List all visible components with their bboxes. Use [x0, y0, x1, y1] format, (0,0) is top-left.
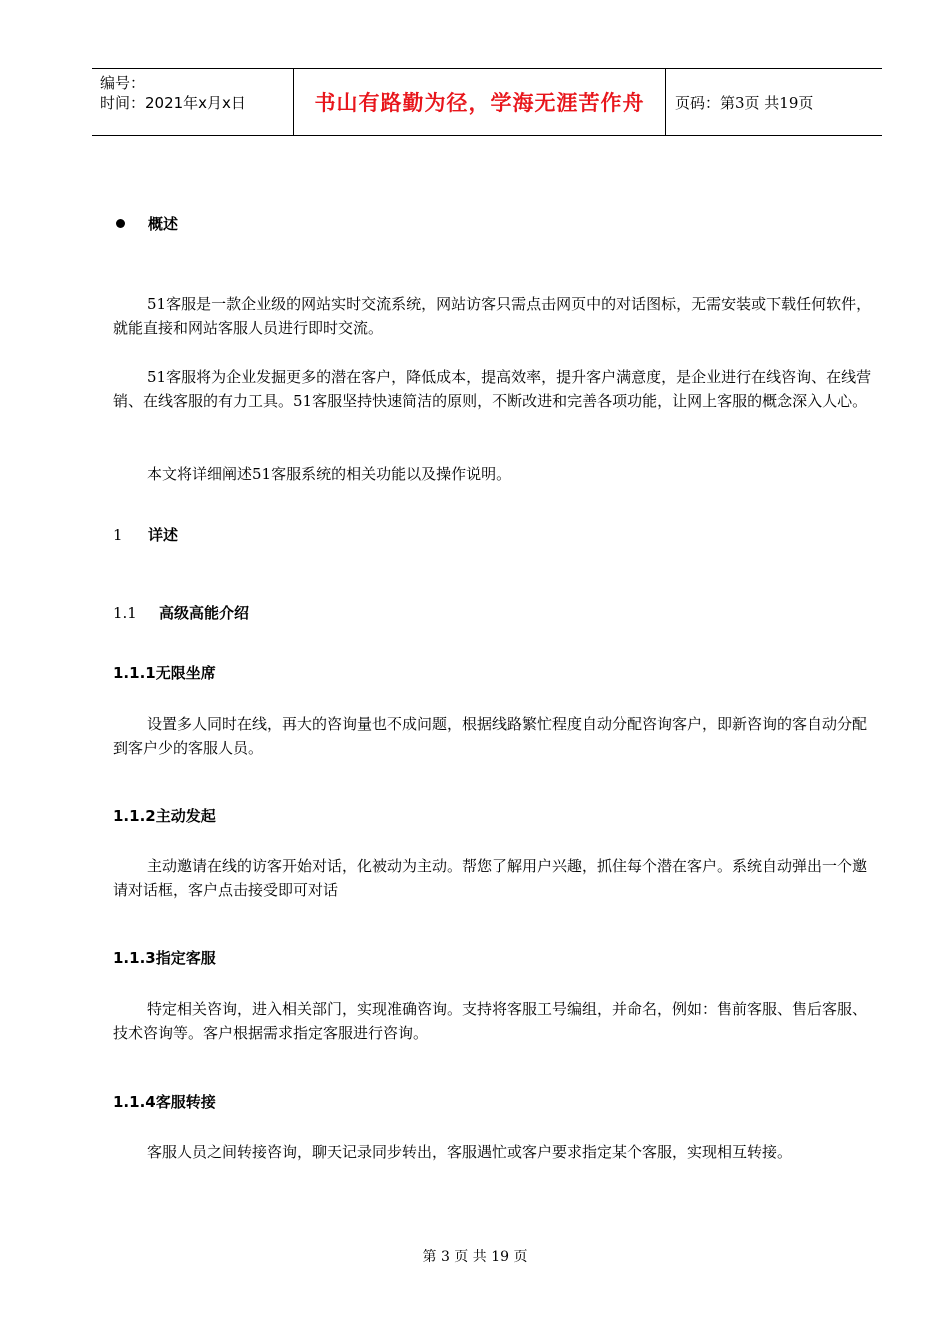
- bullet-icon: [116, 219, 125, 228]
- overview-heading: 概述: [148, 215, 179, 233]
- header-page-cell: [666, 69, 882, 135]
- item-2-text: 主动邀请在线的访客开始对话，化被动为主动。帮您了解用户兴趣，抓住每个潜在客户。系统自动弹出一个邀请对话框，客户点击接受即可对话: [113, 857, 868, 899]
- item-3-text: 特定相关咨询，进入相关部门，实现准确咨询。支持将客服工号编组，并命名，例如：售前客服、售后客服、技术咨询等。客户根据需求指定客服进行咨询。: [113, 1000, 868, 1042]
- section-1-1-number: 1.1: [113, 604, 137, 622]
- page-footer: 第 3 页 共 19 页: [422, 1249, 528, 1265]
- time-label: 时间：2021年x月x日: [100, 94, 246, 112]
- section-1-title: 详述: [148, 526, 179, 544]
- item-4-heading: 1.1.4客服转接: [113, 1093, 216, 1111]
- section-1-1-title: 高级高能介绍: [159, 604, 250, 622]
- serial-label: 编号：: [100, 74, 146, 92]
- overview-paragraph-2: 51客服将为企业发掘更多的潜在客户，降低成本，提高效率，提升客户满意度，是企业进行在线咨询、在线营销、在线客服的有力工具。51客服坚持快速简洁的原则，不断改进和完善各项功能，让网上客服的概念深入人心。: [113, 368, 872, 410]
- section-1-number: 1: [113, 526, 123, 544]
- page-header: [92, 68, 882, 136]
- item-4-text: 客服人员之间转接咨询，聊天记录同步转出，客服遇忙或客户要求指定某个客服，实现相互转接。: [147, 1143, 793, 1161]
- motto-text: 书山有路勤为径，学海无涯苦作舟: [314, 91, 645, 115]
- item-1-heading: 1.1.1无限坐席: [113, 664, 216, 682]
- page-label: 页码：第3页 共19页: [675, 93, 814, 112]
- item-2-heading: 1.1.2主动发起: [113, 807, 216, 825]
- header-meta: [92, 69, 293, 135]
- overview-paragraph-3: 本文将详细阐述51客服系统的相关功能以及操作说明。: [147, 465, 512, 483]
- item-3-heading: 1.1.3指定客服: [113, 949, 216, 967]
- overview-paragraph-1: 51客服是一款企业级的网站实时交流系统，网站访客只需点击网页中的对话图标，无需安装或下载任何软件，就能直接和网站客服人员进行即时交流。: [113, 295, 872, 337]
- header-motto-cell: [293, 69, 666, 135]
- item-1-text: 设置多人同时在线，再大的咨询量也不成问题，根据线路繁忙程度自动分配咨询客户，即新咨询的客自动分配到客户少的客服人员。: [113, 715, 868, 757]
